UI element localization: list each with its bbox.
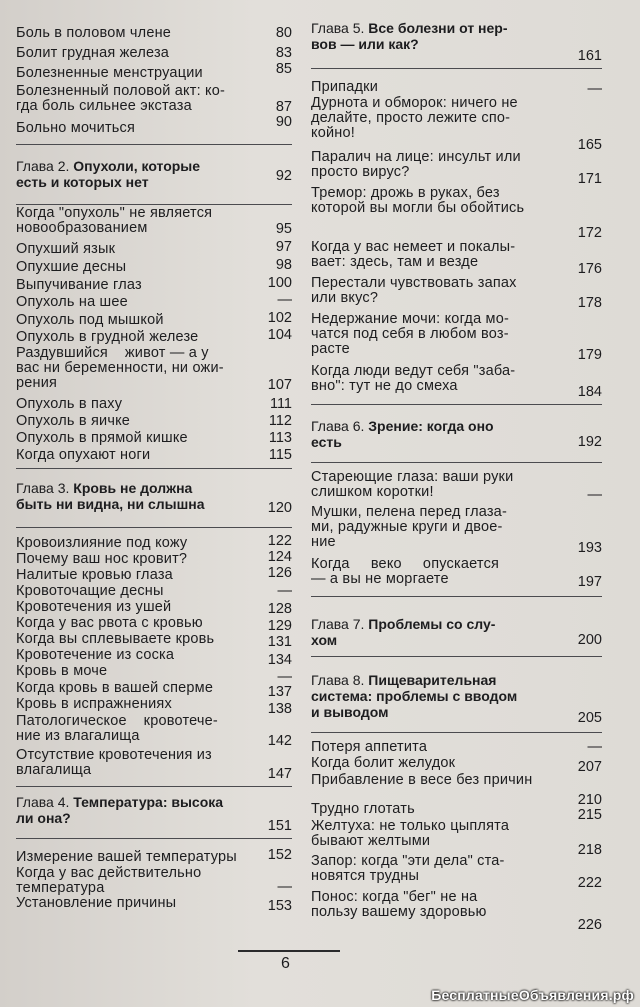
toc-entry: Опухоль в прямой кишке 113 xyxy=(16,430,292,446)
toc-entry: Запор: когда "эти дела" ста- новятся трудны 222 xyxy=(311,853,602,891)
toc-entry: Когда люди ведут себя "заба- вно": тут не до смеха 184 xyxy=(311,363,602,400)
toc-entry: Когда у вас рвота с кровью 129 xyxy=(16,615,292,634)
chapter-heading: Глава 5. Все болезни от нер- вов — или как? 161 xyxy=(311,20,602,64)
toc-entry: Опухшие десны 98 xyxy=(16,257,292,275)
toc-entry: Отсутствие кровотечения из влагалища 147 xyxy=(16,747,292,782)
toc-entry: Потеря аппетита — xyxy=(311,739,602,755)
toc-entry: Опухоль в яичке 112 xyxy=(16,413,292,429)
toc-entry: Дурнота и обморок: ничего не делайте, просто лежите спо- койно! 165 xyxy=(311,95,602,153)
toc-entry: Недержание мочи: когда мо- чатся под себя в любом воз- расте 179 xyxy=(311,311,602,363)
toc-entry: Когда веко опускается — а вы не моргаете 197 xyxy=(311,556,602,590)
toc-entry: Кровь в моче — xyxy=(16,663,292,685)
chapter-heading: Глава 4. Температура: высока ли она? 151 xyxy=(16,794,292,834)
toc-entry: Паралич на лице: инсульт или просто вирус? 171 xyxy=(311,149,602,187)
toc-entry: Опухоль под мышкой 102 xyxy=(16,310,292,328)
section-divider xyxy=(16,527,292,528)
toc-entry: Опухший язык 97 xyxy=(16,239,292,257)
toc-entry: Болезненный половой акт: ко- гда боль сильнее экстаза 87 xyxy=(16,83,292,115)
toc-entry: Патологическое кровотече- ние из влагалища 142 xyxy=(16,713,292,749)
site-watermark: БесплатныеОбъявления.рф xyxy=(431,987,634,1003)
section-divider xyxy=(311,596,602,597)
toc-entry: Боль в половом члене 80 xyxy=(16,25,292,41)
toc-entry: Кровоизлияние под кожу 122 xyxy=(16,533,292,551)
toc-entry: Когда у вас действительно температура — xyxy=(16,865,292,896)
toc-entry: Опухоль в грудной железе 104 xyxy=(16,327,292,345)
toc-entry: Больно мочиться 90 xyxy=(16,114,292,136)
toc-entry: Болит грудная железа 83 xyxy=(16,45,292,61)
toc-entry: Установление причины 153 xyxy=(16,895,292,914)
chapter-heading: Глава 8. Пищеварительная система: проблемы с вводом и выводом 205 xyxy=(311,672,602,726)
section-divider xyxy=(16,144,292,145)
toc-entry: Понос: когда "бег" не на пользу вашему здоровью 226 xyxy=(311,889,602,933)
section-divider xyxy=(311,656,602,657)
chapter-heading: Глава 6. Зрение: когда оно есть 192 xyxy=(311,418,602,450)
toc-entry: Прибавление в весе без причин 210 xyxy=(311,772,602,808)
toc-entry: Стареющие глаза: ваши руки слишком коротки! — xyxy=(311,469,602,503)
toc-entry: Перестали чувствовать запах или вкус? 178 xyxy=(311,275,602,311)
section-divider xyxy=(311,732,602,733)
toc-entry: Почему ваш нос кровит? 124 xyxy=(16,549,292,567)
toc-entry: Когда у вас немеет и покалы- вает: здесь, там и везде 176 xyxy=(311,239,602,277)
toc-entry: Опухоль в паху 111 xyxy=(16,396,292,412)
page-number: 6 xyxy=(281,955,290,972)
toc-entry: Тремор: дрожь в руках, без которой вы могли бы обойтись 172 xyxy=(311,185,602,241)
toc-entry: Выпучивание глаз 100 xyxy=(16,275,292,293)
toc-entry: Кровоточащие десны — xyxy=(16,583,292,599)
toc-entry: Кровотечения из ушей 128 xyxy=(16,599,292,617)
toc-entry: Мушки, пелена перед глаза- ми, радужные круги и двое- ние 193 xyxy=(311,504,602,556)
toc-entry: Желтуха: не только цыплята бывают желтыми 218 xyxy=(311,818,602,858)
toc-entry: Опухоль на шее — xyxy=(16,292,292,310)
chapter-heading: Глава 2. Опухоли, которые есть и которых нет 92 xyxy=(16,158,292,190)
toc-entry: Кровотечение из соска 134 xyxy=(16,647,292,668)
section-divider xyxy=(16,468,292,469)
toc-entry: Когда опухают ноги 115 xyxy=(16,447,292,463)
section-divider xyxy=(311,404,602,405)
section-divider xyxy=(16,786,292,787)
toc-entry: Измерение вашей температуры 152 xyxy=(16,847,292,865)
toc-entry: Кровь в испражнениях 138 xyxy=(16,696,292,717)
toc-entry: Болезненные менструации 85 xyxy=(16,61,292,81)
toc-entry: Трудно глотать 215 xyxy=(311,801,602,823)
section-divider xyxy=(311,68,602,69)
toc-entry: Налитые кровью глаза 126 xyxy=(16,565,292,583)
footer-divider xyxy=(238,950,340,952)
toc-entry: Когда болит желудок 207 xyxy=(311,755,602,775)
chapter-heading: Глава 3. Кровь не должна быть ни видна, ни слышна 120 xyxy=(16,480,292,516)
toc-entry: Когда "опухоль" не является новообразованием 95 xyxy=(16,205,292,237)
section-divider xyxy=(311,462,602,463)
toc-entry: Раздувшийся живот — а у вас ни беременности, ни ожи- рения 107 xyxy=(16,345,292,393)
toc-entry: Когда вы сплевываете кровь 131 xyxy=(16,631,292,650)
chapter-heading: Глава 7. Проблемы со слу- хом 200 xyxy=(311,616,602,648)
section-divider xyxy=(16,838,292,839)
toc-entry: Когда кровь в вашей сперме 137 xyxy=(16,680,292,700)
toc-entry: Припадки — xyxy=(311,79,602,97)
